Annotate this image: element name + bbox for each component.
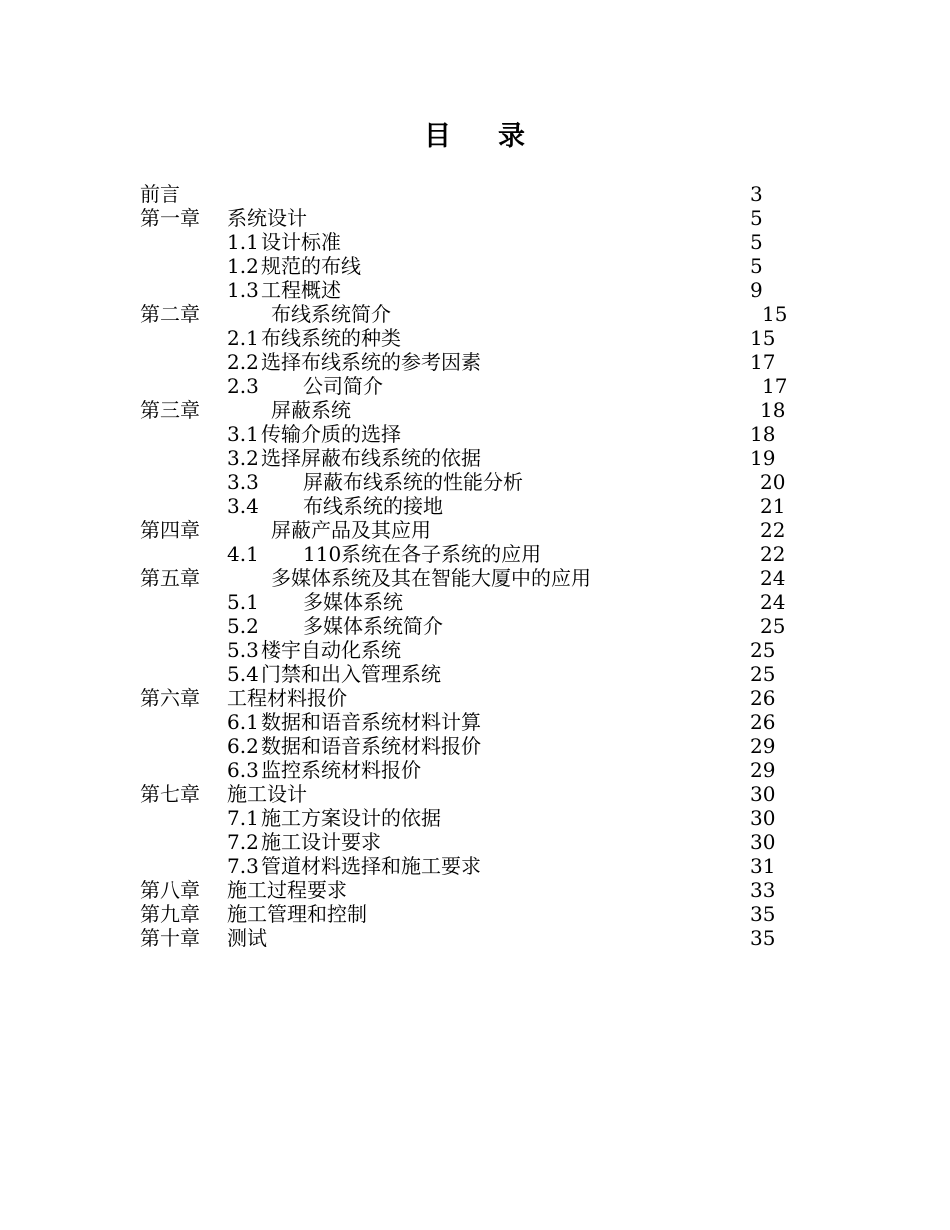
toc-entry-chapter-4[interactable] [0, 518, 950, 542]
section-number: 3.4 [227, 494, 259, 518]
section-title: 布线系统的种类 [261, 326, 401, 350]
section-number: 3.2 [227, 446, 259, 470]
section-number: 3.1 [227, 422, 259, 446]
toc-entry-section-5-1[interactable] [0, 590, 950, 614]
toc-entry-section-7-3[interactable] [0, 854, 950, 878]
chapter-title: 系统设计 [227, 206, 307, 230]
section-number: 2.1 [227, 326, 259, 350]
page-number: 24 [760, 566, 786, 590]
chapter-title: 工程材料报价 [227, 686, 347, 710]
page-number: 30 [750, 806, 776, 830]
chapter-label: 第四章 [140, 518, 200, 542]
page-number: 30 [750, 830, 776, 854]
chapter-title: 布线系统简介 [271, 302, 391, 326]
toc-entry-chapter-1[interactable] [0, 206, 950, 230]
toc-title-char-2: 录 [498, 121, 526, 152]
page-number: 25 [750, 662, 776, 686]
section-title: 规范的布线 [261, 254, 361, 278]
section-number: 6.1 [227, 710, 259, 734]
section-title: 传输介质的选择 [261, 422, 401, 446]
section-number: 2.3 [227, 374, 259, 398]
chapter-label: 第二章 [140, 302, 200, 326]
toc-entry-chapter-9[interactable] [0, 902, 950, 926]
page-number: 5 [750, 230, 763, 254]
chapter-label: 第六章 [140, 686, 200, 710]
section-title: 施工方案设计的依据 [261, 806, 441, 830]
chapter-title: 施工过程要求 [227, 878, 347, 902]
chapter-label: 第十章 [140, 926, 200, 950]
toc-entry-section-6-1[interactable] [0, 710, 950, 734]
section-title: 设计标准 [261, 230, 341, 254]
page-number: 25 [750, 638, 776, 662]
page-number: 5 [750, 206, 763, 230]
section-title: 公司简介 [303, 374, 383, 398]
page-number: 25 [760, 614, 786, 638]
section-number: 1.1 [227, 230, 259, 254]
section-title: 多媒体系统 [303, 590, 403, 614]
toc-entry-chapter-2[interactable] [0, 302, 950, 326]
section-number: 5.2 [227, 614, 259, 638]
section-title: 监控系统材料报价 [261, 758, 421, 782]
chapter-title: 施工设计 [227, 782, 307, 806]
page-number: 24 [760, 590, 786, 614]
toc-entry-section-5-3[interactable] [0, 638, 950, 662]
toc-entry-section-6-2[interactable] [0, 734, 950, 758]
toc-entry-section-1-3[interactable] [0, 278, 950, 302]
section-number: 5.4 [227, 662, 259, 686]
page-number: 5 [750, 254, 763, 278]
page-number: 15 [762, 302, 788, 326]
section-number: 6.3 [227, 758, 259, 782]
chapter-label: 第七章 [140, 782, 200, 806]
section-number: 1.2 [227, 254, 259, 278]
chapter-title: 屏蔽系统 [271, 398, 351, 422]
page-number: 26 [750, 686, 776, 710]
section-number: 2.2 [227, 350, 259, 374]
page-number: 29 [750, 758, 776, 782]
chapter-title: 施工管理和控制 [227, 902, 367, 926]
page-number: 19 [750, 446, 776, 470]
section-title: 管道材料选择和施工要求 [261, 854, 481, 878]
toc-entry-section-3-1[interactable] [0, 422, 950, 446]
toc-entry-section-3-3[interactable] [0, 470, 950, 494]
toc-entry-section-1-2[interactable] [0, 254, 950, 278]
page-number: 21 [760, 494, 786, 518]
toc-entry-section-7-2[interactable] [0, 830, 950, 854]
page-number: 20 [760, 470, 786, 494]
page-number: 9 [750, 278, 763, 302]
toc-entry-section-3-2[interactable] [0, 446, 950, 470]
toc-entry-chapter-3[interactable] [0, 398, 950, 422]
toc-entry-section-6-3[interactable] [0, 758, 950, 782]
chapter-label: 第八章 [140, 878, 200, 902]
page-number: 22 [760, 518, 786, 542]
section-title: 选择屏蔽布线系统的依据 [261, 446, 481, 470]
section-number: 5.1 [227, 590, 259, 614]
toc-entry-preface[interactable] [0, 182, 950, 206]
section-title: 施工设计要求 [261, 830, 381, 854]
toc-entry-chapter-5[interactable] [0, 566, 950, 590]
section-number: 5.3 [227, 638, 259, 662]
section-title: 屏蔽布线系统的性能分析 [303, 470, 523, 494]
toc-entry-chapter-7[interactable] [0, 782, 950, 806]
section-title: 多媒体系统简介 [303, 614, 443, 638]
toc-entry-section-5-4[interactable] [0, 662, 950, 686]
chapter-label: 第九章 [140, 902, 200, 926]
toc-title-char-1: 目 [424, 121, 452, 152]
chapter-title: 多媒体系统及其在智能大厦中的应用 [271, 566, 591, 590]
section-title: 布线系统的接地 [303, 494, 443, 518]
section-title: 数据和语音系统材料报价 [261, 734, 481, 758]
toc-entry-section-5-2[interactable] [0, 614, 950, 638]
page-number: 31 [750, 854, 776, 878]
page-number: 17 [750, 350, 776, 374]
page-number: 35 [750, 926, 776, 950]
toc-entry-chapter-10[interactable] [0, 926, 950, 950]
section-number: 4.1 [227, 542, 259, 566]
page-number: 30 [750, 782, 776, 806]
section-number: 3.3 [227, 470, 259, 494]
toc-entry-section-2-1[interactable] [0, 326, 950, 350]
section-number: 6.2 [227, 734, 259, 758]
toc-entry-chapter-8[interactable] [0, 878, 950, 902]
page-number: 3 [750, 182, 763, 206]
chapter-title: 屏蔽产品及其应用 [271, 518, 431, 542]
page-number: 26 [750, 710, 776, 734]
toc-entry-section-2-3[interactable] [0, 374, 950, 398]
table-of-contents [0, 182, 950, 950]
section-title: 数据和语音系统材料计算 [261, 710, 481, 734]
toc-entry-section-4-1[interactable] [0, 542, 950, 566]
section-title: 门禁和出入管理系统 [261, 662, 441, 686]
toc-entry-section-2-2[interactable] [0, 350, 950, 374]
page-number: 33 [750, 878, 776, 902]
entry-title: 前言 [140, 182, 180, 206]
section-title: 110系统在各子系统的应用 [303, 542, 542, 566]
chapter-label: 第三章 [140, 398, 200, 422]
toc-entry-chapter-6[interactable] [0, 686, 950, 710]
toc-entry-section-3-4[interactable] [0, 494, 950, 518]
chapter-label: 第五章 [140, 566, 200, 590]
toc-entry-section-7-1[interactable] [0, 806, 950, 830]
page-number: 18 [760, 398, 786, 422]
section-number: 7.1 [227, 806, 259, 830]
chapter-label: 第一章 [140, 206, 200, 230]
toc-entry-section-1-1[interactable] [0, 230, 950, 254]
chapter-title: 测试 [227, 926, 267, 950]
page-number: 22 [760, 542, 786, 566]
section-title: 选择布线系统的参考因素 [261, 350, 481, 374]
section-number: 7.3 [227, 854, 259, 878]
section-title: 楼宇自动化系统 [261, 638, 401, 662]
page-number: 18 [750, 422, 776, 446]
section-number: 1.3 [227, 278, 259, 302]
page-number: 29 [750, 734, 776, 758]
page-number: 17 [762, 374, 788, 398]
page-number: 35 [750, 902, 776, 926]
page-number: 15 [750, 326, 776, 350]
toc-title [0, 114, 950, 153]
section-title: 工程概述 [261, 278, 341, 302]
section-number: 7.2 [227, 830, 259, 854]
